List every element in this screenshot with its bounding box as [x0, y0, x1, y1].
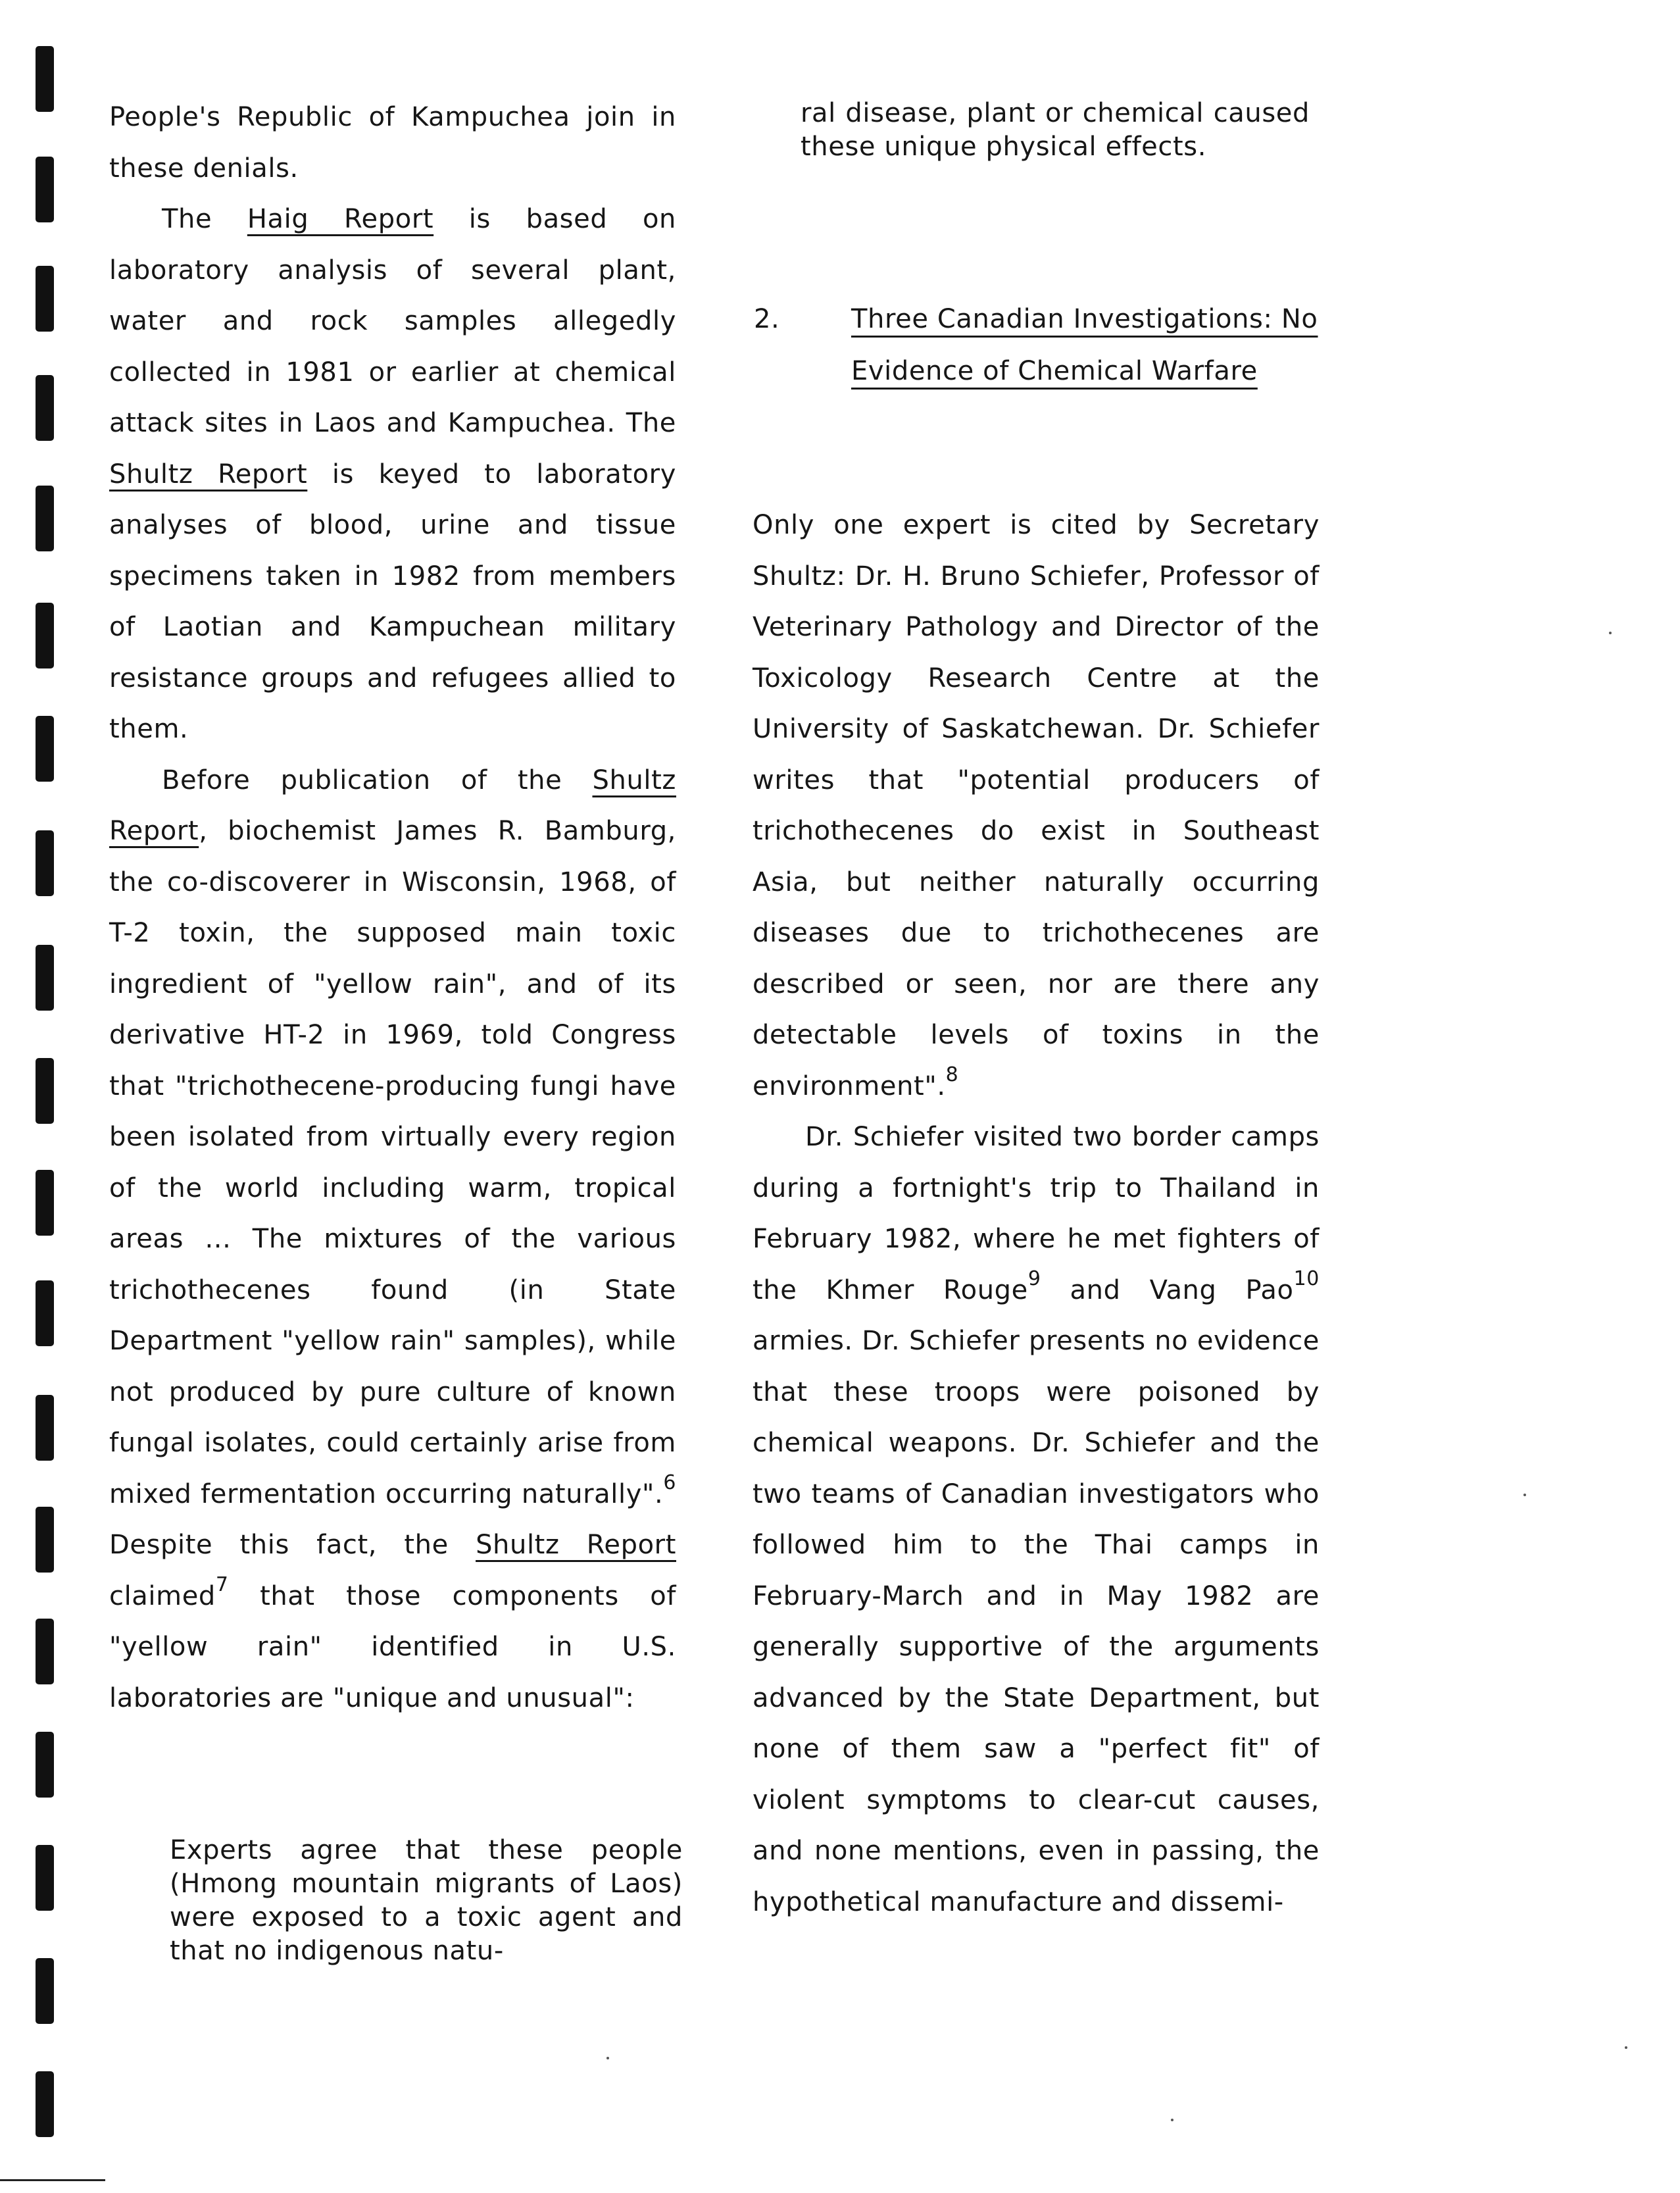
binding-mark — [36, 716, 54, 782]
binding-mark — [36, 1170, 54, 1236]
paragraph-text: People's Republic of Kampuchea join in these denials. — [109, 102, 676, 184]
right-column — [753, 500, 1320, 1928]
binding-mark — [36, 2071, 54, 2137]
scan-speck — [1609, 632, 1612, 634]
paragraph-text: The — [162, 204, 247, 234]
block-quote-continued: ral disease, plant or chemical caused these unique physical effects. — [801, 98, 1310, 162]
shultz-report-title: Shultz Report — [109, 765, 676, 846]
paragraph-text: claimed — [109, 1580, 216, 1611]
paragraph-text: Only one expert is cited by Secretary Shultz: Dr. H. Bruno Schiefer, Professor of Veterinary Pathology and Director of the Toxicology Research Centre at the University of Saskatchewan. Dr. Schiefer writes that "potential producers of trichothecenes do exist in Southeast Asia, but neither naturally occurring diseases due to trichothecenes are described or seen, nor are there any detectable levels of toxins in the environment". — [753, 510, 1320, 1101]
binding-mark — [36, 157, 54, 222]
binding-mark — [36, 1395, 54, 1461]
paragraph — [109, 755, 676, 1725]
block-quote: Experts agree that these people (Hmong mountain migrants of Laos) were exposed to a toxic agent and that no indigenous natu- — [170, 1835, 683, 1966]
paragraph — [109, 92, 676, 194]
paragraph-text: is based on laboratory analysis of several plant, water and rock samples allegedly collected in 1981 or earlier at chemical attack sites in Laos and Kampuchea. The — [109, 204, 676, 438]
scan-speck — [1625, 2046, 1627, 2049]
paragraph-text: armies. Dr. Schiefer presents no evidence that these troops were poisoned by chemical weapons. Dr. Schiefer and the two teams of Canadian investigators who followed him to the Thai camps in February-March and in May 1982 are generally supportive of the arguments advanced by the State Department, but none of them saw a "perfect fit" of violent symptoms to clear-cut causes, and none mentions, even in passing, the hypothetical manufacture and dissemi- — [753, 1326, 1320, 1917]
paragraph-text: and Vang Pao — [1041, 1274, 1294, 1305]
binding-mark — [36, 266, 54, 332]
scan-edge-rule — [0, 2179, 105, 2181]
left-column — [109, 92, 676, 1724]
shultz-report-title: Shultz Report — [476, 1530, 676, 1560]
footnote-marker: 8 — [945, 1063, 959, 1087]
footnote-marker: 9 — [1027, 1267, 1041, 1291]
binding-mark — [36, 1507, 54, 1573]
binding-mark — [36, 1058, 54, 1124]
paragraph-text: Before publication of the — [162, 765, 593, 795]
binding-mark — [36, 1845, 54, 1911]
footnote-marker: 6 — [663, 1471, 676, 1495]
binding-mark — [36, 1732, 54, 1798]
haig-report-title: Haig Report — [247, 204, 434, 234]
binding-mark — [36, 945, 54, 1011]
paragraph — [109, 194, 676, 755]
section-title — [851, 293, 1318, 397]
paragraph-text: , biochemist James R. Bamburg, the co-discoverer in Wisconsin, 1968, of T-2 toxin, the supposed main toxic ingredient of "yellow rain", and of its derivative HT-2 in 1969, told Congress that "trichothecene-producing fungi have been isolated from virtually every region of the world including warm, tropical areas ... The mixtures of the various trichothecenes found (in State Department "yellow rain" samples), while not produced by pure culture of known fungal isolates, could certainly arise from mixed fermentation occurring naturally". — [109, 816, 676, 1509]
binding-mark — [36, 375, 54, 441]
section-number: 2. — [754, 304, 780, 334]
paragraph-text: Despite this fact, the — [109, 1530, 476, 1560]
shultz-report-title: Shultz Report — [109, 459, 308, 490]
section-title-text: Three Canadian Investigations: No Evidence of Chemical Warfare — [851, 304, 1318, 386]
scan-speck — [1171, 2119, 1174, 2121]
binding-mark — [36, 486, 54, 551]
footnote-marker: 10 — [1293, 1267, 1320, 1291]
paragraph-text: is keyed to laboratory analyses of blood, urine and tissue specimens taken in 1982 from members of Laotian and Kampuchean military resistance groups and refugees allied to them. — [109, 459, 676, 744]
binding-mark — [36, 1958, 54, 2024]
footnote-marker: 7 — [215, 1573, 229, 1597]
binding-mark — [36, 830, 54, 896]
binding-mark — [36, 1619, 54, 1684]
binding-mark — [36, 603, 54, 668]
binding-mark — [36, 46, 54, 112]
paragraph — [753, 1112, 1320, 1928]
scan-speck — [1523, 1494, 1526, 1496]
paragraph-text: that those components of "yellow rain" identified in U.S. laboratories are "unique and unusual": — [109, 1580, 676, 1713]
scan-speck — [606, 2057, 609, 2059]
paragraph — [753, 500, 1320, 1112]
binding-mark — [36, 1280, 54, 1346]
paragraph-text: Dr. Schiefer visited two border camps during a fortnight's trip to Thailand in February 1982, where he met fighters of the Khmer Rouge — [753, 1122, 1320, 1305]
